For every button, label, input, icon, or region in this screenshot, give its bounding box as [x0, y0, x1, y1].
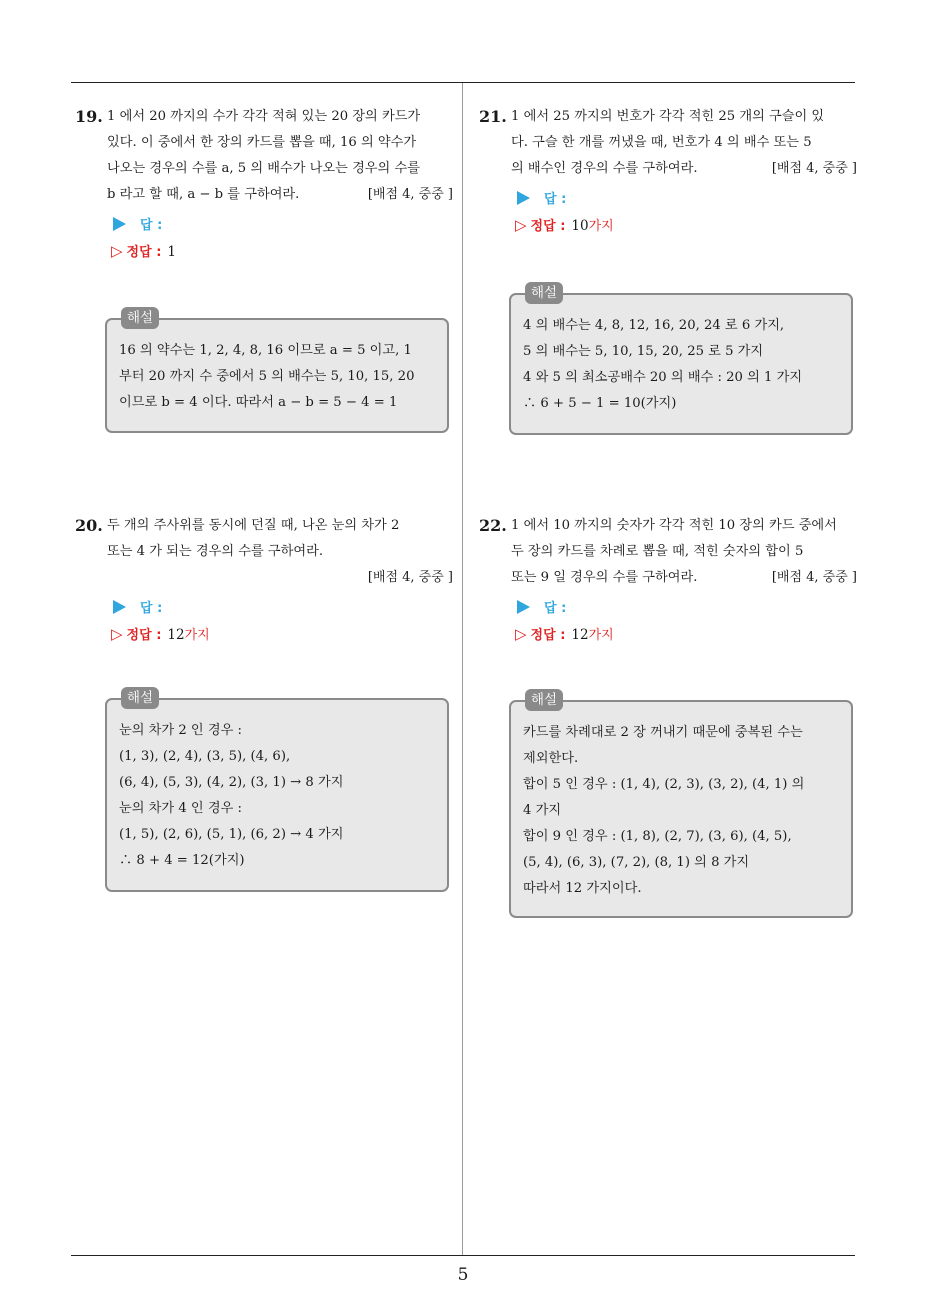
question-line: 또는 4 가 되는 경우의 수를 구하여라.	[107, 544, 324, 559]
correct-value: 12	[571, 627, 589, 643]
question-text	[75, 104, 453, 208]
bottom-rule	[71, 1255, 855, 1256]
solution-line: 따라서 12 가지이다.	[523, 881, 642, 896]
answer-label: 답 :	[140, 218, 163, 233]
solution-line: 합이 5 인 경우 : (1, 4), (2, 3), (3, 2), (4, 1) 의	[523, 777, 805, 792]
play-triangle-icon	[517, 600, 530, 614]
correct-unit: 가지	[588, 628, 614, 643]
question-line: 1 에서 10 까지의 숫자가 각각 적힌 10 장의 카드 중에서	[511, 518, 837, 533]
solution-line: 제외한다.	[523, 751, 579, 766]
solution-line: 4 의 배수는 4, 8, 12, 16, 20, 24 로 6 가지,	[523, 318, 785, 333]
question-text	[479, 513, 857, 591]
question-line: 또는 9 일 경우의 수를 구하여라.	[511, 570, 698, 585]
outline-triangle-icon: ▷	[515, 625, 527, 643]
solution-line: 16 의 약수는 1, 2, 4, 8, 16 이므로 a = 5 이고, 1	[119, 343, 412, 358]
column-divider	[462, 83, 463, 1255]
correct-answer-line	[515, 212, 857, 238]
solution-line: 5 의 배수는 5, 10, 15, 20, 25 로 5 가지	[523, 344, 764, 359]
question-text	[479, 104, 857, 182]
solution-box-20	[105, 690, 449, 892]
question-line: 두 개의 주사위를 동시에 던질 때, 나온 눈의 차가 2	[107, 518, 400, 533]
question-line: 1 에서 20 까지의 수가 각각 적혀 있는 20 장의 카드가	[107, 109, 421, 124]
problem-21	[479, 104, 857, 238]
outline-triangle-icon: ▷	[515, 216, 527, 234]
solution-line: 눈의 차가 4 인 경우 :	[119, 801, 242, 816]
correct-label: 정답 :	[530, 628, 566, 643]
solution-line: ∴ 8 + 4 = 12(가지)	[119, 853, 245, 868]
problem-20	[75, 513, 453, 647]
play-triangle-icon	[517, 191, 530, 205]
page-number: 5	[457, 1265, 469, 1285]
solution-line: 합이 9 인 경우 : (1, 8), (2, 7), (3, 6), (4, 5),	[523, 829, 792, 844]
solution-line: (1, 3), (2, 4), (3, 5), (4, 6),	[119, 749, 291, 764]
question-line: 1 에서 25 까지의 번호가 각각 적힌 25 개의 구슬이 있	[511, 109, 825, 124]
solution-line: (6, 4), (5, 3), (4, 2), (3, 1) → 8 가지	[119, 775, 344, 790]
question-number: 19.	[75, 107, 103, 126]
answer-label: 답 :	[140, 601, 163, 616]
correct-answer-line	[111, 238, 453, 264]
question-line: 있다. 이 중에서 한 장의 카드를 뽑을 때, 16 의 약수가	[107, 135, 417, 150]
question-line: b 라고 할 때, a − b 를 구하여라.	[107, 187, 300, 202]
solution-line: ∴ 6 + 5 − 1 = 10(가지)	[523, 396, 677, 411]
question-number: 20.	[75, 516, 103, 535]
correct-label: 정답 :	[530, 219, 566, 234]
question-number: 22.	[479, 516, 507, 535]
answer-label: 답 :	[544, 192, 567, 207]
solution-line: 4 와 5 의 최소공배수 20 의 배수 : 20 의 1 가지	[523, 370, 803, 385]
solution-line: (5, 4), (6, 3), (7, 2), (8, 1) 의 8 가지	[523, 855, 750, 870]
answer-label: 답 :	[544, 601, 567, 616]
solution-line: 눈의 차가 2 인 경우 :	[119, 723, 242, 738]
question-number: 21.	[479, 107, 507, 126]
problem-22	[479, 513, 857, 647]
correct-unit: 가지	[588, 219, 614, 234]
correct-label: 정답 :	[126, 245, 162, 260]
solution-line: (1, 5), (2, 6), (5, 1), (6, 2) → 4 가지	[119, 827, 344, 842]
question-line: 다. 구슬 한 개를 꺼냈을 때, 번호가 4 의 배수 또는 5	[511, 135, 812, 150]
answer-line	[517, 595, 857, 621]
score-label: [배점 4, 중중 ]	[367, 570, 453, 585]
question-line: 나오는 경우의 수를 a, 5 의 배수가 나오는 경우의 수를	[107, 161, 420, 176]
correct-unit: 가지	[184, 628, 210, 643]
solution-box-21	[509, 285, 853, 435]
solution-tag: 해설	[525, 282, 563, 304]
question-line: 두 장의 카드를 차례로 뽑을 때, 적힌 숫자의 합이 5	[511, 544, 804, 559]
play-triangle-icon	[113, 600, 126, 614]
outline-triangle-icon: ▷	[111, 242, 123, 260]
solution-tag: 해설	[121, 307, 159, 329]
correct-answer-line	[515, 621, 857, 647]
score-label: [배점 4, 중중 ]	[367, 187, 453, 202]
solution-line: 부터 20 까지 수 중에서 5 의 배수는 5, 10, 15, 20	[119, 369, 415, 384]
score-label: [배점 4, 중중 ]	[771, 570, 857, 585]
solution-box-22	[509, 692, 853, 918]
correct-value: 1	[167, 244, 176, 260]
problem-19	[75, 104, 453, 264]
score-label: [배점 4, 중중 ]	[771, 161, 857, 176]
solution-line: 4 가지	[523, 803, 562, 818]
top-rule	[71, 82, 855, 83]
answer-line	[113, 595, 453, 621]
correct-value: 12	[167, 627, 185, 643]
answer-line	[517, 186, 857, 212]
solution-line: 이므로 b = 4 이다. 따라서 a − b = 5 − 4 = 1	[119, 395, 398, 410]
solution-box-19	[105, 310, 449, 433]
correct-answer-line	[111, 621, 453, 647]
outline-triangle-icon: ▷	[111, 625, 123, 643]
answer-line	[113, 212, 453, 238]
play-triangle-icon	[113, 217, 126, 231]
solution-tag: 해설	[121, 687, 159, 709]
correct-label: 정답 :	[126, 628, 162, 643]
correct-value: 10	[571, 218, 589, 234]
question-text	[75, 513, 453, 565]
solution-tag: 해설	[525, 689, 563, 711]
question-line: 의 배수인 경우의 수를 구하여라.	[511, 161, 698, 176]
solution-line: 카드를 차례대로 2 장 꺼내기 때문에 중복된 수는	[523, 725, 803, 740]
